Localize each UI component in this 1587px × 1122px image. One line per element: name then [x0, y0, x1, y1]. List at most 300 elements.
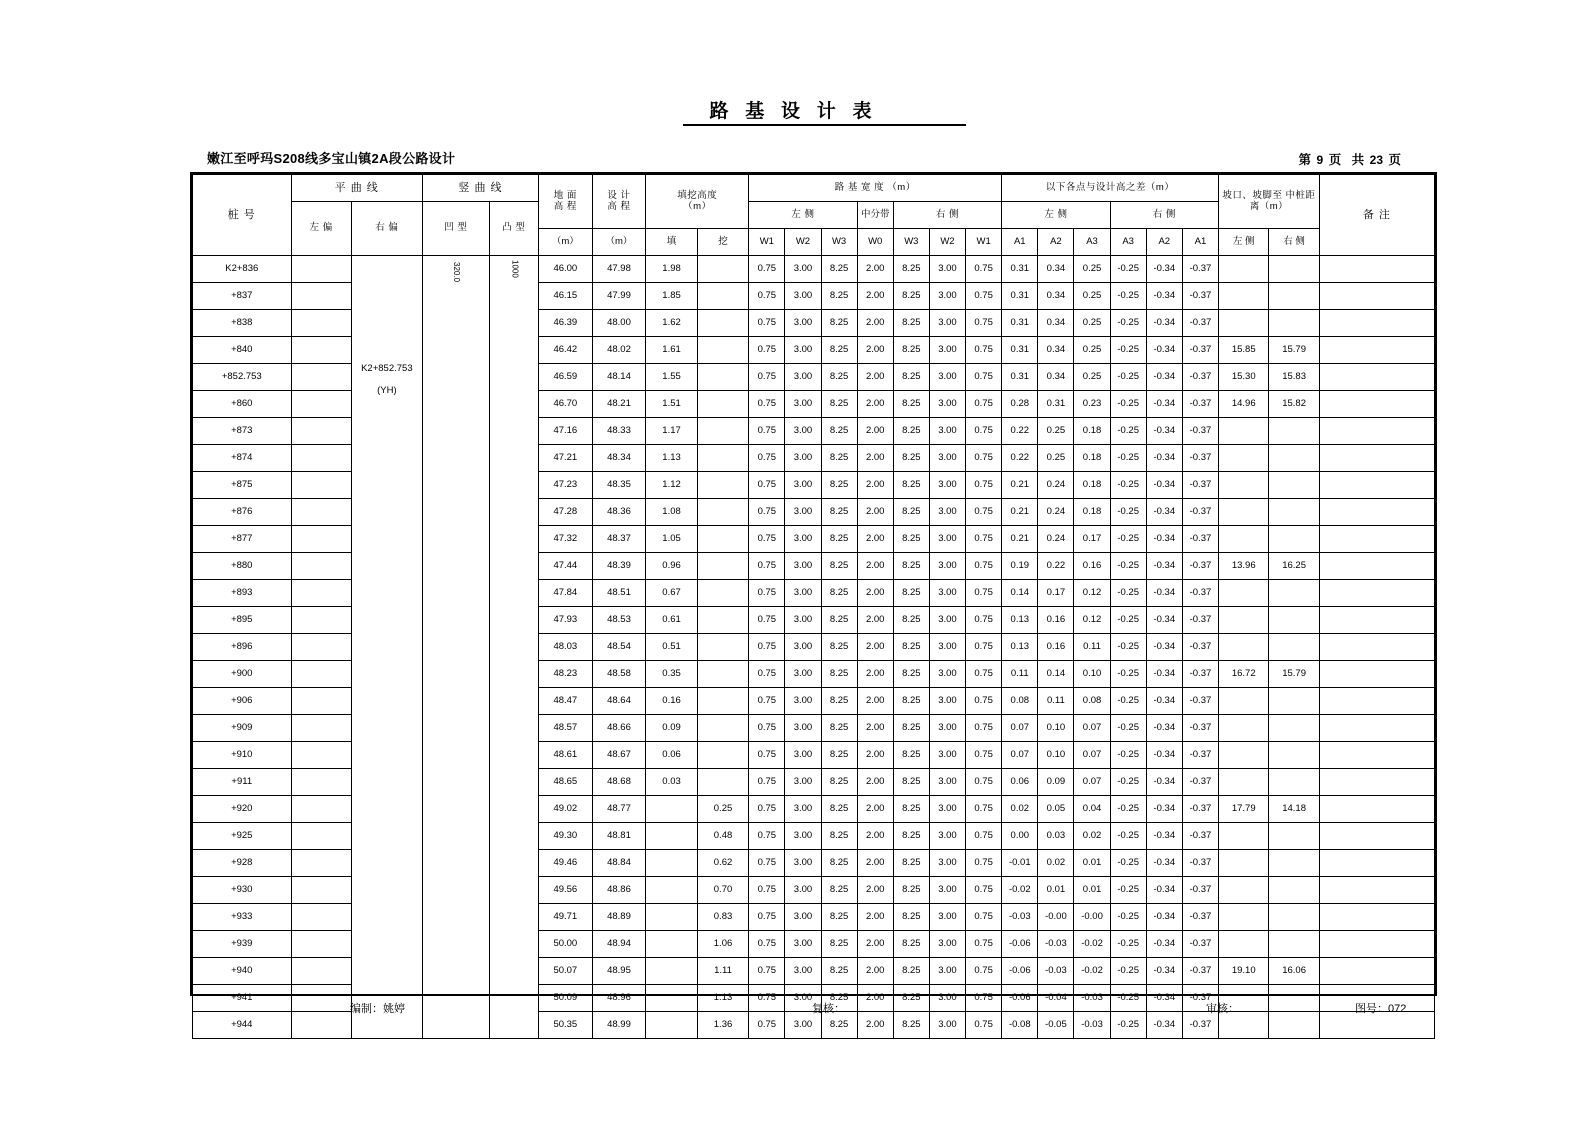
cell-plane-left-bias: [291, 958, 351, 985]
cell-width-6: 3.00: [929, 526, 965, 553]
cell-diff-3: 0.02: [1074, 823, 1110, 850]
cell-diff-5: -0.34: [1146, 877, 1182, 904]
cell-ground-elevation: 47.16: [539, 418, 593, 445]
cell-diff-6: -0.37: [1182, 661, 1218, 688]
cell-width-1: 0.75: [749, 283, 785, 310]
col-w2-right: W2: [929, 229, 965, 256]
cell-diff-3: 0.18: [1074, 445, 1110, 472]
cell-width-2: 3.00: [785, 310, 821, 337]
cell-width-6: 3.00: [929, 823, 965, 850]
cell-diff-1: 0.21: [1002, 499, 1038, 526]
cell-fill: [646, 985, 697, 1012]
cell-plane-left-bias: [291, 607, 351, 634]
cell-remark: [1319, 904, 1434, 931]
cell-design-elevation: 48.35: [592, 472, 646, 499]
cell-width-5: 8.25: [893, 553, 929, 580]
cell-cut: [697, 661, 748, 688]
col-convex: 凸 型: [489, 202, 538, 256]
cell-diff-6: -0.37: [1182, 715, 1218, 742]
cell-width-4: 2.00: [857, 634, 893, 661]
col-fill: 填: [646, 229, 697, 256]
cell-diff-5: -0.34: [1146, 499, 1182, 526]
cell-ground-elevation: 47.21: [539, 445, 593, 472]
cell-cut: [697, 553, 748, 580]
cell-cut: 0.70: [697, 877, 748, 904]
cell-diff-1: 0.31: [1002, 256, 1038, 283]
cell-width-1: 0.75: [749, 1012, 785, 1039]
cell-diff-4: -0.25: [1110, 958, 1146, 985]
cell-diff-4: -0.25: [1110, 256, 1146, 283]
cell-width-7: 0.75: [966, 607, 1002, 634]
page-total-prefix: 共: [1351, 153, 1365, 167]
cell-cut: 1.11: [697, 958, 748, 985]
cell-fill: [646, 850, 697, 877]
cell-diff-1: 0.19: [1002, 553, 1038, 580]
cell-width-4: 2.00: [857, 850, 893, 877]
cell-stake: +944: [193, 1012, 292, 1039]
cell-diff-4: -0.25: [1110, 877, 1146, 904]
cell-diff-4: -0.25: [1110, 688, 1146, 715]
cell-plane-left-bias: [291, 796, 351, 823]
page-title: 路 基 设 计 表: [709, 101, 878, 122]
cell-width-3: 8.25: [821, 283, 857, 310]
cell-ground-elevation: 50.00: [539, 931, 593, 958]
cell-slope-right: 14.18: [1269, 796, 1319, 823]
table-row: [193, 256, 1435, 283]
title-underline: [683, 124, 966, 126]
cell-remark: [1319, 499, 1434, 526]
cell-width-5: 8.25: [893, 742, 929, 769]
cell-width-1: 0.75: [749, 553, 785, 580]
cell-width-1: 0.75: [749, 472, 785, 499]
cell-plane-left-bias: [291, 823, 351, 850]
unit-ground-elevation: （m）: [539, 229, 593, 256]
cell-diff-6: -0.37: [1182, 256, 1218, 283]
cell-width-2: 3.00: [785, 472, 821, 499]
cell-diff-2: 0.05: [1038, 796, 1074, 823]
cell-width-4: 2.00: [857, 526, 893, 553]
cell-plane-left-bias: [291, 283, 351, 310]
plane-curve-point: (YH): [377, 385, 397, 397]
col-slope-right: 右 侧: [1269, 229, 1319, 256]
cell-remark: [1319, 661, 1434, 688]
cell-design-elevation: 48.39: [592, 553, 646, 580]
cell-remark: [1319, 634, 1434, 661]
cell-design-elevation: 48.51: [592, 580, 646, 607]
cell-diff-4: -0.25: [1110, 742, 1146, 769]
cell-remark: [1319, 607, 1434, 634]
cell-design-elevation: 48.37: [592, 526, 646, 553]
cell-design-elevation: 48.84: [592, 850, 646, 877]
cell-design-elevation: 48.33: [592, 418, 646, 445]
cell-width-5: 8.25: [893, 526, 929, 553]
cell-slope-right: 15.82: [1269, 391, 1319, 418]
cell-remark: [1319, 769, 1434, 796]
cell-diff-2: 0.34: [1038, 364, 1074, 391]
col-elevation-difference: 以下各点与设计高之差（m）: [1002, 175, 1219, 202]
cell-width-6: 3.00: [929, 553, 965, 580]
cell-ground-elevation: 47.44: [539, 553, 593, 580]
cell-diff-4: -0.25: [1110, 850, 1146, 877]
cell-width-5: 8.25: [893, 472, 929, 499]
cell-width-1: 0.75: [749, 769, 785, 796]
cell-width-4: 2.00: [857, 553, 893, 580]
cell-cut: [697, 445, 748, 472]
cell-width-2: 3.00: [785, 391, 821, 418]
cell-remark: [1319, 310, 1434, 337]
cell-fill: [646, 1012, 697, 1039]
cell-slope-left: 13.96: [1219, 553, 1269, 580]
col-diff-left: 左 侧: [1002, 202, 1110, 229]
col-ground-elevation: 地 面 高 程: [539, 175, 593, 229]
cell-cut: 1.06: [697, 931, 748, 958]
cell-width-3: 8.25: [821, 715, 857, 742]
cell-width-2: 3.00: [785, 715, 821, 742]
cell-diff-2: 0.31: [1038, 391, 1074, 418]
cell-cut: [697, 283, 748, 310]
cell-diff-6: -0.37: [1182, 769, 1218, 796]
cell-width-4: 2.00: [857, 283, 893, 310]
cell-diff-5: -0.34: [1146, 634, 1182, 661]
cell-diff-3: 0.11: [1074, 634, 1110, 661]
cell-width-2: 3.00: [785, 904, 821, 931]
cell-diff-2: 0.17: [1038, 580, 1074, 607]
cell-width-6: 3.00: [929, 364, 965, 391]
cell-width-7: 0.75: [966, 661, 1002, 688]
cell-diff-4: -0.25: [1110, 634, 1146, 661]
cell-diff-1: 0.21: [1002, 472, 1038, 499]
cell-width-2: 3.00: [785, 553, 821, 580]
cell-width-7: 0.75: [966, 634, 1002, 661]
footer-checked: [812, 1000, 845, 1016]
cell-width-4: 2.00: [857, 688, 893, 715]
cell-remark: [1319, 850, 1434, 877]
cell-slope-left: [1219, 445, 1269, 472]
footer-approved: [1206, 1000, 1239, 1016]
cell-diff-5: -0.34: [1146, 715, 1182, 742]
cell-width-5: 8.25: [893, 580, 929, 607]
cell-diff-1: -0.01: [1002, 850, 1038, 877]
cell-diff-3: 0.04: [1074, 796, 1110, 823]
cell-slope-left: 19.10: [1219, 958, 1269, 985]
col-remark: 备 注: [1319, 175, 1434, 256]
cell-vertical-concave: [422, 256, 489, 1039]
cell-design-elevation: 48.14: [592, 364, 646, 391]
cell-diff-6: -0.37: [1182, 796, 1218, 823]
cell-stake: +906: [193, 688, 292, 715]
cell-width-7: 0.75: [966, 931, 1002, 958]
col-roadbed-width: 路 基 宽 度 （m）: [749, 175, 1002, 202]
cell-width-1: 0.75: [749, 661, 785, 688]
cell-fill: 0.67: [646, 580, 697, 607]
cell-width-6: 3.00: [929, 418, 965, 445]
cell-width-6: 3.00: [929, 850, 965, 877]
cell-width-2: 3.00: [785, 796, 821, 823]
cell-slope-left: [1219, 769, 1269, 796]
col-slope-left: 左 侧: [1219, 229, 1269, 256]
cell-cut: [697, 634, 748, 661]
cell-plane-left-bias: [291, 634, 351, 661]
cell-width-3: 8.25: [821, 1012, 857, 1039]
cell-width-2: 3.00: [785, 769, 821, 796]
cell-plane-left-bias: [291, 715, 351, 742]
cell-width-2: 3.00: [785, 418, 821, 445]
cell-width-3: 8.25: [821, 769, 857, 796]
cell-stake: +874: [193, 445, 292, 472]
cell-stake: +940: [193, 958, 292, 985]
cell-cut: [697, 607, 748, 634]
cell-width-7: 0.75: [966, 418, 1002, 445]
cell-remark: [1319, 418, 1434, 445]
cell-diff-1: -0.03: [1002, 904, 1038, 931]
cell-ground-elevation: 49.02: [539, 796, 593, 823]
cell-diff-5: -0.34: [1146, 607, 1182, 634]
cell-diff-3: 0.01: [1074, 850, 1110, 877]
cell-diff-3: 0.07: [1074, 715, 1110, 742]
cell-slope-right: 16.06: [1269, 958, 1319, 985]
cell-width-1: 0.75: [749, 715, 785, 742]
cell-width-5: 8.25: [893, 931, 929, 958]
cell-fill: 0.96: [646, 553, 697, 580]
cell-width-6: 3.00: [929, 688, 965, 715]
cell-diff-4: -0.25: [1110, 391, 1146, 418]
cell-diff-1: 0.00: [1002, 823, 1038, 850]
cell-width-5: 8.25: [893, 877, 929, 904]
cell-diff-1: 0.22: [1002, 418, 1038, 445]
cell-diff-6: -0.37: [1182, 607, 1218, 634]
col-design-elevation: 设 计 高 程: [592, 175, 646, 229]
col-a1-right: A1: [1182, 229, 1218, 256]
cell-width-4: 2.00: [857, 877, 893, 904]
cell-width-2: 3.00: [785, 985, 821, 1012]
cell-width-3: 8.25: [821, 364, 857, 391]
cell-diff-2: -0.03: [1038, 931, 1074, 958]
cell-diff-3: 0.18: [1074, 418, 1110, 445]
cell-slope-right: [1269, 256, 1319, 283]
cell-remark: [1319, 823, 1434, 850]
cell-width-2: 3.00: [785, 877, 821, 904]
cell-width-7: 0.75: [966, 337, 1002, 364]
cell-width-1: 0.75: [749, 499, 785, 526]
cell-cut: 0.62: [697, 850, 748, 877]
cell-width-5: 8.25: [893, 688, 929, 715]
cell-width-4: 2.00: [857, 904, 893, 931]
cell-diff-4: -0.25: [1110, 283, 1146, 310]
cell-width-2: 3.00: [785, 634, 821, 661]
cell-width-6: 3.00: [929, 1012, 965, 1039]
cell-plane-left-bias: [291, 337, 351, 364]
cell-design-elevation: 48.86: [592, 877, 646, 904]
cell-width-5: 8.25: [893, 904, 929, 931]
cell-ground-elevation: 47.28: [539, 499, 593, 526]
cell-diff-6: -0.37: [1182, 823, 1218, 850]
cell-width-3: 8.25: [821, 472, 857, 499]
cell-plane-left-bias: [291, 850, 351, 877]
cell-diff-4: -0.25: [1110, 715, 1146, 742]
cell-fill: 1.13: [646, 445, 697, 472]
cell-stake: +838: [193, 310, 292, 337]
cell-diff-2: 0.34: [1038, 283, 1074, 310]
col-cut: 挖: [697, 229, 748, 256]
cell-width-7: 0.75: [966, 823, 1002, 850]
cell-design-elevation: 48.64: [592, 688, 646, 715]
cell-diff-1: 0.28: [1002, 391, 1038, 418]
cell-stake: +920: [193, 796, 292, 823]
cell-fill: 1.98: [646, 256, 697, 283]
col-a2-left: A2: [1038, 229, 1074, 256]
col-vertical-curve: 竖 曲 线: [422, 175, 538, 202]
cell-width-4: 2.00: [857, 310, 893, 337]
cell-ground-elevation: 46.39: [539, 310, 593, 337]
cell-diff-5: -0.34: [1146, 364, 1182, 391]
cell-diff-2: 0.25: [1038, 418, 1074, 445]
cell-diff-2: 0.24: [1038, 526, 1074, 553]
cell-plane-left-bias: [291, 553, 351, 580]
cell-fill: 1.05: [646, 526, 697, 553]
cell-width-7: 0.75: [966, 877, 1002, 904]
cell-design-elevation: 48.54: [592, 634, 646, 661]
cell-width-4: 2.00: [857, 580, 893, 607]
cell-diff-3: 0.25: [1074, 337, 1110, 364]
cell-diff-5: -0.34: [1146, 661, 1182, 688]
cell-diff-3: 0.18: [1074, 499, 1110, 526]
cell-width-5: 8.25: [893, 850, 929, 877]
col-w3-right: W3: [893, 229, 929, 256]
cell-width-1: 0.75: [749, 256, 785, 283]
cell-plane-left-bias: [291, 688, 351, 715]
cell-width-7: 0.75: [966, 256, 1002, 283]
cell-width-1: 0.75: [749, 904, 785, 931]
cell-width-3: 8.25: [821, 418, 857, 445]
cell-width-1: 0.75: [749, 364, 785, 391]
cell-diff-6: -0.37: [1182, 472, 1218, 499]
cell-slope-left: [1219, 850, 1269, 877]
cell-slope-left: [1219, 931, 1269, 958]
cell-width-7: 0.75: [966, 1012, 1002, 1039]
cell-diff-6: -0.37: [1182, 688, 1218, 715]
cell-diff-3: 0.10: [1074, 661, 1110, 688]
cell-diff-1: -0.06: [1002, 958, 1038, 985]
cell-width-2: 3.00: [785, 580, 821, 607]
cell-diff-5: -0.34: [1146, 931, 1182, 958]
cell-slope-right: [1269, 445, 1319, 472]
cell-plane-left-bias: [291, 418, 351, 445]
cell-width-4: 2.00: [857, 769, 893, 796]
cell-diff-1: 0.07: [1002, 715, 1038, 742]
cell-stake: +900: [193, 661, 292, 688]
cell-slope-right: [1269, 742, 1319, 769]
cell-diff-2: 0.34: [1038, 256, 1074, 283]
cell-remark: [1319, 445, 1434, 472]
cell-cut: [697, 256, 748, 283]
col-stake: 桩 号: [193, 175, 292, 256]
cell-width-5: 8.25: [893, 823, 929, 850]
cell-width-1: 0.75: [749, 958, 785, 985]
cell-diff-3: 0.12: [1074, 607, 1110, 634]
cell-stake: +873: [193, 418, 292, 445]
cell-slope-right: [1269, 931, 1319, 958]
cell-ground-elevation: 46.59: [539, 364, 593, 391]
project-name: 嫩江至呼玛S208线多宝山镇2A段公路设计: [207, 151, 456, 166]
cell-width-4: 2.00: [857, 958, 893, 985]
cell-diff-5: -0.34: [1146, 580, 1182, 607]
cell-diff-3: 0.07: [1074, 769, 1110, 796]
cell-width-5: 8.25: [893, 445, 929, 472]
cell-width-3: 8.25: [821, 526, 857, 553]
col-width-median: 中分带: [857, 202, 893, 229]
cell-width-1: 0.75: [749, 391, 785, 418]
cell-stake: +895: [193, 607, 292, 634]
cell-design-elevation: 48.36: [592, 499, 646, 526]
cell-cut: 1.36: [697, 1012, 748, 1039]
cell-slope-right: [1269, 526, 1319, 553]
col-a2-right: A2: [1146, 229, 1182, 256]
cell-diff-3: 0.18: [1074, 472, 1110, 499]
col-right-bias: 右 偏: [351, 202, 422, 256]
cell-width-2: 3.00: [785, 850, 821, 877]
cell-design-elevation: 48.53: [592, 607, 646, 634]
cell-ground-elevation: 48.23: [539, 661, 593, 688]
cell-width-7: 0.75: [966, 742, 1002, 769]
cell-cut: [697, 499, 748, 526]
cell-ground-elevation: 48.47: [539, 688, 593, 715]
cell-width-4: 2.00: [857, 715, 893, 742]
cell-width-1: 0.75: [749, 796, 785, 823]
cell-width-7: 0.75: [966, 580, 1002, 607]
cell-ground-elevation: 50.07: [539, 958, 593, 985]
cell-diff-1: 0.08: [1002, 688, 1038, 715]
cell-width-5: 8.25: [893, 607, 929, 634]
cell-cut: [697, 769, 748, 796]
cell-width-1: 0.75: [749, 445, 785, 472]
cell-width-1: 0.75: [749, 580, 785, 607]
cell-width-6: 3.00: [929, 904, 965, 931]
cell-width-6: 3.00: [929, 958, 965, 985]
cell-diff-5: -0.34: [1146, 850, 1182, 877]
cell-width-4: 2.00: [857, 418, 893, 445]
cell-diff-6: -0.37: [1182, 553, 1218, 580]
cell-width-7: 0.75: [966, 499, 1002, 526]
cell-slope-left: 14.96: [1219, 391, 1269, 418]
cell-width-6: 3.00: [929, 607, 965, 634]
cell-ground-elevation: 49.30: [539, 823, 593, 850]
cell-width-7: 0.75: [966, 715, 1002, 742]
cell-remark: [1319, 796, 1434, 823]
cell-design-elevation: 48.58: [592, 661, 646, 688]
cell-diff-5: -0.34: [1146, 742, 1182, 769]
cell-width-4: 2.00: [857, 391, 893, 418]
cell-width-3: 8.25: [821, 931, 857, 958]
cell-fill: 0.06: [646, 742, 697, 769]
plane-curve-station: K2+852.753: [361, 363, 413, 374]
checked-label: 复核：: [812, 1003, 845, 1015]
cell-width-5: 8.25: [893, 985, 929, 1012]
cell-diff-3: -0.03: [1074, 1012, 1110, 1039]
cell-width-5: 8.25: [893, 1012, 929, 1039]
cell-width-3: 8.25: [821, 499, 857, 526]
col-plane-curve: 平 曲 线: [291, 175, 422, 202]
cell-cut: [697, 526, 748, 553]
cell-diff-1: 0.11: [1002, 661, 1038, 688]
cell-fill: 0.16: [646, 688, 697, 715]
cell-diff-1: -0.06: [1002, 931, 1038, 958]
cell-diff-4: -0.25: [1110, 445, 1146, 472]
cell-diff-4: -0.25: [1110, 310, 1146, 337]
cell-width-6: 3.00: [929, 931, 965, 958]
cell-width-5: 8.25: [893, 310, 929, 337]
cell-width-6: 3.00: [929, 715, 965, 742]
cell-diff-6: -0.37: [1182, 391, 1218, 418]
